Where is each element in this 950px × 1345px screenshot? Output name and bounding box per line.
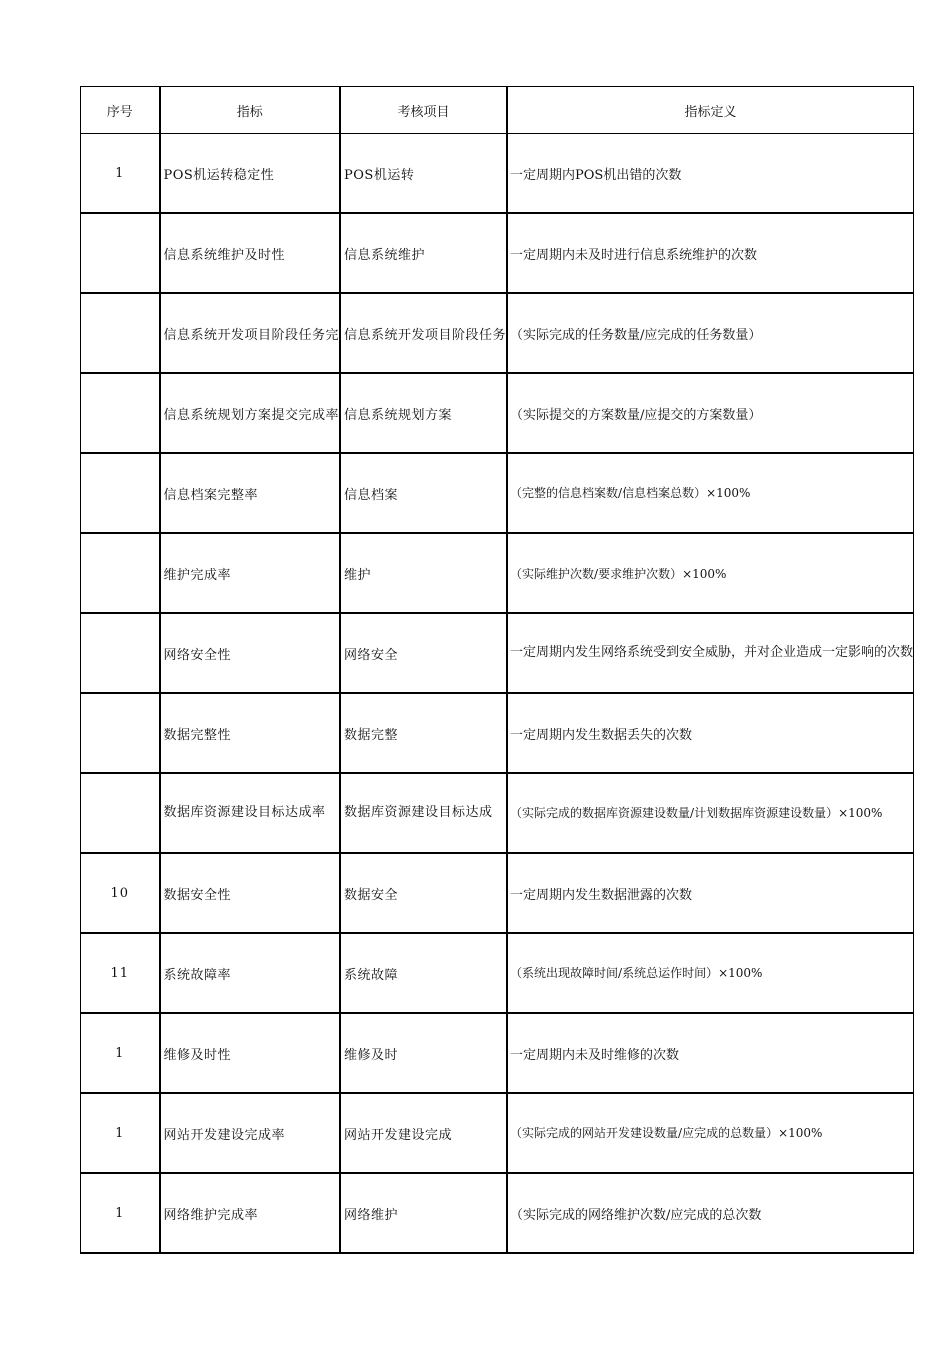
cell-no — [81, 693, 160, 773]
cell-definition: 一定周期内未及时进行信息系统维护的次数 — [507, 213, 914, 293]
cell-no — [81, 213, 160, 293]
header-no: 序号 — [81, 87, 160, 134]
cell-no: 11 — [81, 933, 160, 1013]
cell-no: 1 — [81, 134, 160, 214]
table-row — [81, 453, 914, 533]
cell-item: 网站开发建设完成 — [340, 1093, 507, 1173]
cell-definition: 一定周期内发生数据泄露的次数 — [507, 853, 914, 933]
cell-no — [81, 773, 160, 853]
cell-indicator: 信息系统维护及时性 — [160, 213, 341, 293]
cell-item: 维护 — [340, 533, 507, 613]
cell-definition: 一定周期内未及时维修的次数 — [507, 1013, 914, 1093]
cell-definition: （实际完成的任务数量/应完成的任务数量） — [507, 293, 914, 373]
cell-item: 数据安全 — [340, 853, 507, 933]
cell-indicator: 信息档案完整率 — [160, 453, 341, 533]
cell-indicator: 网络维护完成率 — [160, 1173, 341, 1253]
cell-definition: （实际维护次数/要求维护次数）×100% — [507, 533, 914, 613]
cell-definition: （系统出现故障时间/系统总运作时间）×100% — [507, 933, 914, 1013]
cell-indicator: POS机运转稳定性 — [160, 134, 341, 214]
header-indicator: 指标 — [160, 87, 341, 134]
table-row — [81, 213, 914, 293]
cell-item: 信息系统规划方案 — [340, 373, 507, 453]
cell-no: 1 — [81, 1093, 160, 1173]
cell-definition: （实际完成的网络维护次数/应完成的总次数 — [507, 1173, 914, 1253]
cell-definition: （完整的信息档案数/信息档案总数）×100% — [507, 453, 914, 533]
cell-definition: 一定周期内POS机出错的次数 — [507, 134, 914, 214]
cell-indicator: 维修及时性 — [160, 1013, 341, 1093]
table-row — [81, 773, 914, 853]
cell-indicator: 网站开发建设完成率 — [160, 1093, 341, 1173]
table-row — [81, 933, 914, 1013]
table-row — [81, 613, 914, 693]
cell-item: 网络安全 — [340, 613, 507, 693]
header-definition: 指标定义 — [507, 87, 914, 134]
table-row — [81, 533, 914, 613]
cell-indicator: 信息系统规划方案提交完成率 — [160, 373, 341, 453]
cell-item: 信息档案 — [340, 453, 507, 533]
cell-item: 数据库资源建设目标达成 — [340, 773, 507, 853]
cell-definition: （实际完成的数据库资源建设数量/计划数据库资源建设数量）×100% — [507, 773, 914, 853]
cell-no: 10 — [81, 853, 160, 933]
cell-definition: 一定周期内发生网络系统受到安全威胁，并对企业造成一定影响的次数 — [507, 613, 914, 693]
cell-indicator: 系统故障率 — [160, 933, 341, 1013]
header-item: 考核项目 — [340, 87, 507, 134]
cell-item: POS机运转 — [340, 134, 507, 214]
cell-item: 信息系统维护 — [340, 213, 507, 293]
indicator-table — [80, 86, 914, 1254]
table-row — [81, 1173, 914, 1253]
cell-item: 信息系统开发项目阶段任务 — [340, 293, 507, 373]
cell-no — [81, 293, 160, 373]
cell-item: 数据完整 — [340, 693, 507, 773]
cell-no: 1 — [81, 1173, 160, 1253]
cell-definition: （实际完成的网站开发建设数量/应完成的总数量）×100% — [507, 1093, 914, 1173]
cell-no — [81, 453, 160, 533]
cell-indicator: 网络安全性 — [160, 613, 341, 693]
cell-indicator: 维护完成率 — [160, 533, 341, 613]
cell-indicator: 数据完整性 — [160, 693, 341, 773]
table-row — [81, 373, 914, 453]
table-row — [81, 134, 914, 214]
cell-indicator: 数据安全性 — [160, 853, 341, 933]
cell-no: 1 — [81, 1013, 160, 1093]
cell-item: 系统故障 — [340, 933, 507, 1013]
cell-no — [81, 373, 160, 453]
cell-item: 网络维护 — [340, 1173, 507, 1253]
header-row — [81, 87, 914, 134]
table-row — [81, 1013, 914, 1093]
cell-item: 维修及时 — [340, 1013, 507, 1093]
cell-definition: 一定周期内发生数据丢失的次数 — [507, 693, 914, 773]
table-row — [81, 853, 914, 933]
cell-definition: （实际提交的方案数量/应提交的方案数量） — [507, 373, 914, 453]
table-row — [81, 693, 914, 773]
cell-indicator: 数据库资源建设目标达成率 — [160, 773, 341, 853]
table-row — [81, 293, 914, 373]
cell-no — [81, 533, 160, 613]
cell-no — [81, 613, 160, 693]
cell-indicator: 信息系统开发项目阶段任务完 — [160, 293, 341, 373]
table-row — [81, 1093, 914, 1173]
